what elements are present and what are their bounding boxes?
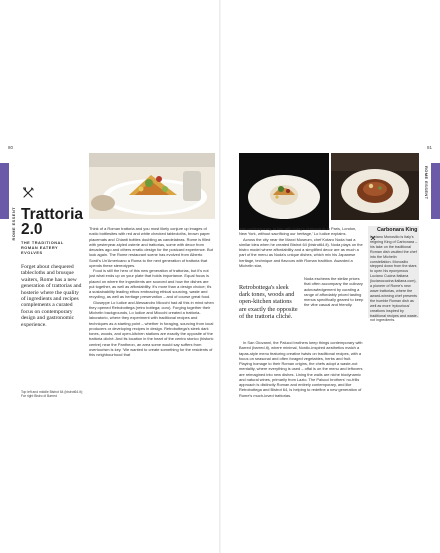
fork-and-knife-icon [22,186,34,198]
dish-photo-left [89,153,215,219]
section-tab-right [431,163,440,219]
section-tab-label-right: ROME ESSENT [424,166,429,200]
article-subhead: THE TRADITIONAL ROMAN EATERY EVOLVES [21,240,64,256]
page-gutter [219,0,221,553]
sidebar-title: Carbonara King [377,227,418,233]
dish-photo-middle [239,153,329,230]
body-paragraph: Think of a Roman trattoria and you most likely conjure up images of rustic bottlesites with red and white checked tablecloths, brown paper placemats and Chianti bottles doubling as candelabras. Rome is filled with yesteryear-styled osterie and trattorias, some with decor from decades ago and others erratic design for the postcard experience. But look again. The Rome restaurant scene has evolved from Alberto Sordi's Un'Americano a Roma to the next generation of trattoria that upends these stereotypes. [89,226,213,268]
body-paragraph: Food is still the hero of this new generation of trattorias, but it's not just what ends up on your plate that holds importance. Equal focus is placed on where the ingredients are sourced and how the dishes are put together, as well as affordability. It's more than a design choice; it's a sustainability leading ethos embracing ethical sourcing, waste and recycling, as well as heritage preservation – and of course great food. [89,268,212,300]
sidebar-body: Luciano Monosilio is Italy's reigning King of Carbonara – his take on the traditional Roman dish vaulted the chef into the Michelin constellation. Monosilio stepped down from the stars to open his eponymous Luciano Cucina Italiana (lucianocucina italiana.com), a pioneer of Rome's new wave trattorias, where the award-winning chef presents the humble Roman dish as well as more 'epicurious' creations inspired by traditional recipes and waste-not ingredients. [370,235,418,323]
body-column-right-bottom [239,340,364,398]
section-tab-label-left: ROME ESSENT [11,207,16,241]
body-paragraph: Giuseppe Lo Iudice and Alessandro Miocchi had all this in mind when they opened Retrobottega (retro bottega; coro). Forging together their Michelin backgrounds, Lo Iudice and Miocchi created a trattoria-laboratorio, where they experiment with traditional recipes and techniques as a starting point – whether in foraging, sourcing from local producers or developing recipes in design. Retrobottega's sleek dark tones, woods, and open-kitchen stations are exactly the opposite of the trattoria cliché. And its location in the heart of the centro storico (historic centre) near the Pantheon, an area some would say suffers from overtourism is key. 'We wanted to create something for the residents of this neighbourhood that [89,299,214,357]
dish-photo-right [331,153,419,220]
body-column-left [89,226,214,357]
photo-caption: Top left and middle Bistrot 64 (bistrot64.it); Far right Bistro di Barred [21,390,83,399]
body-column-right-top [239,226,364,268]
page-number-right: 81 [426,145,432,150]
body-paragraph: Across the city near the Maxxi Museum, chef Kotaro Noda had a similar idea when he created Bistrot 64 (bistrot64.it). Noda plays on the bistro model where affordability and a simplified decor are as much a part of the menu as Noda's unique dishes, which mix his Japanese heritage, technique and flavours with Roman tradition. Awarded a Michelin star, [239,236,363,268]
fork-and-knife-icon [370,228,376,234]
article-title: Trattoria 2.0 [21,206,84,238]
body-paragraph: was contemporary, in line with today's restaurants in Paris, London, New York, without sacrificing our heritage,' Lo Iudice explains. [239,226,357,237]
article-intro: Forget about chequered tablecloths and brusque waiters, Rome has a new generation of trattorias and hosterie where the quality of ingredients and recipes complements a curated focus on contemporary design and gastronomic experience. [21,264,82,328]
body-paragraph: In San Giovanni, the Palucci brothers keep things contemporary with Barred (barred.it), where minimal, Nordic-inspired aesthetics match a tapas-style menu featuring creative twists on traditional recipes, with a focus on seasonal and often foraged vegetables, herbs and fruit. Playing homage to their Roman origins, the chefs adopt a waste-not mentality, where everything is used – offal is on the menu and leftovers are reimagined into new dishes. Lining the walls are niche biodynamic and natural wines, primarily from Lazio. The Palucci brothers' no-frills approach is distinctly Roman and entirely contemporary, and like Retrobottega and Bistrot 64, is helping to redefine a new generation of Rome's much-loved trattorias. [239,340,363,398]
body-paragraph: Noda eschews the stellar prices that often accompany the culinary acknowledgement by curating a range of affordably priced tasting menus specifically geared to keep the vibe casual and friendly. [304,276,364,308]
page-number-left: 80 [8,145,14,150]
pull-quote: Retrobottega's sleek dark tones, woods and open-kitchen stations are exactly the opposite of the trattoria cliché. [239,284,298,320]
body-column-narrow [304,276,364,308]
section-tab-left [0,163,9,219]
